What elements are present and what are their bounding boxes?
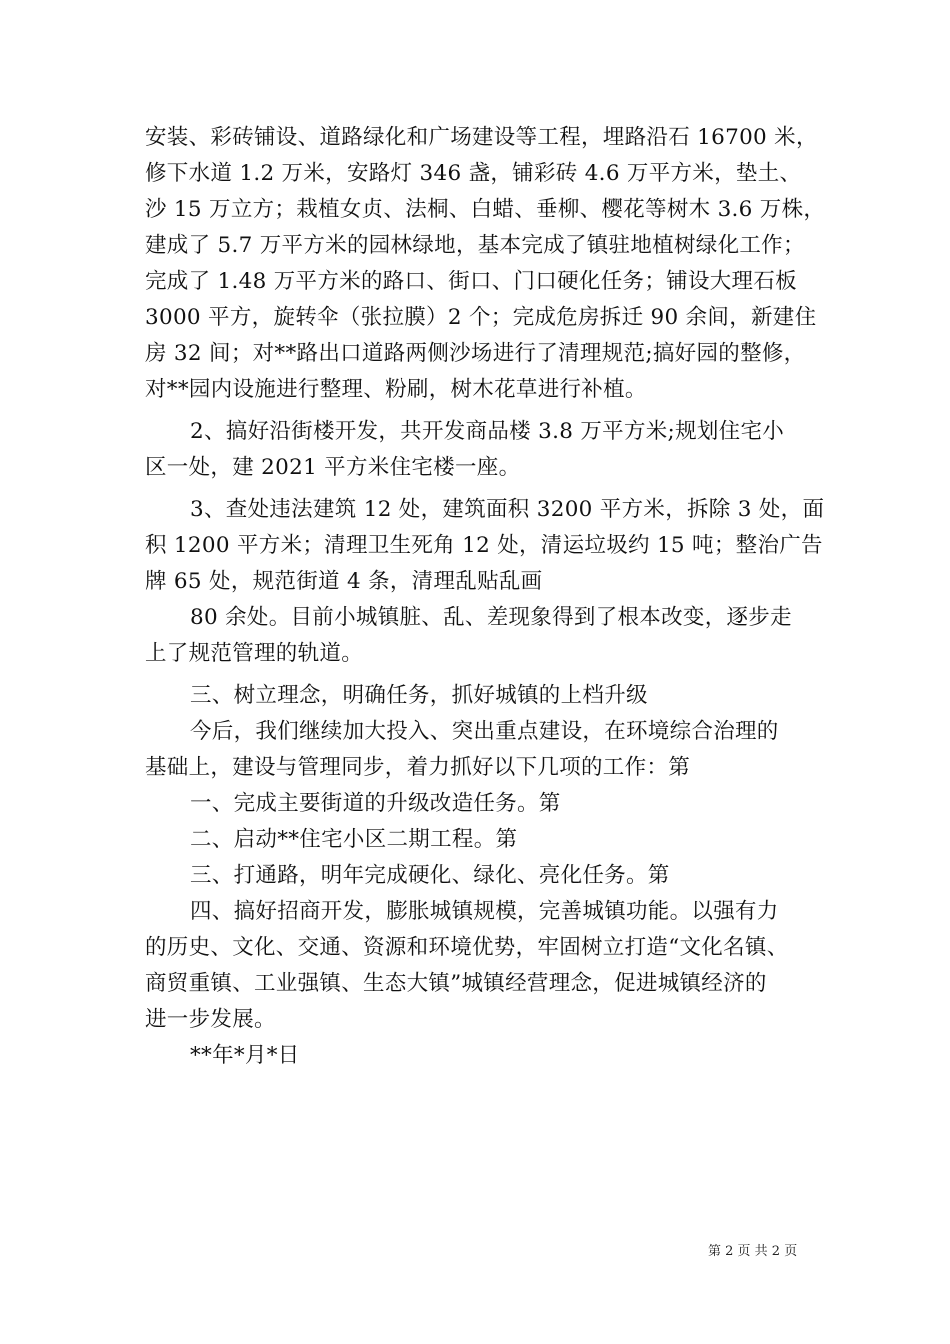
body-text-line: 80 余处。目前小城镇脏、乱、差现象得到了根本改变，逐步走 [190,605,792,630]
paragraph-2-start: 2、搞好沿街楼开发，共开发商品楼 3.8 万平方米;规划住宅小 [190,419,785,444]
section-heading: 三、树立理念，明确任务，抓好城镇的上档升级 [190,683,648,708]
list-item: 二、启动**住宅小区二期工程。第 [190,827,518,852]
date-line: **年*月*日 [190,1043,300,1068]
body-text-line: 完成了 1.48 万平方米的路口、街口、门口硬化任务；铺设大理石板 [145,269,797,294]
body-text-line: 牌 65 处，规范街道 4 条，清理乱贴乱画 [145,569,543,594]
body-text-line: 的历史、文化、交通、资源和环境优势，牢固树立打造“文化名镇、 [145,935,789,960]
body-text-line: 区一处，建 2021 平方米住宅楼一座。 [145,455,521,480]
body-text-line: 对**园内设施进行整理、粉刷，树木花草进行补植。 [145,377,647,402]
body-text-line: 3000 平方，旋转伞（张拉膜）2 个；完成危房拆迁 90 余间，新建住 [145,305,817,330]
list-item: 三、打通路，明年完成硬化、绿化、亮化任务。第 [190,863,670,888]
body-text-line: 安装、彩砖铺设、道路绿化和广场建设等工程，埋路沿石 16700 米， [145,125,818,150]
paragraph-3-start: 3、查处违法建筑 12 处，建筑面积 3200 平方米，拆除 3 处，面 [190,497,825,522]
list-item: 四、搞好招商开发，膨胀城镇规模，完善城镇功能。以强有力 [190,899,779,924]
body-text-line: 建成了 5.7 万平方米的园林绿地，基本完成了镇驻地植树绿化工作； [145,233,805,258]
page-number-footer: 第 2 页 共 2 页 [708,1244,798,1259]
body-text-line: 商贸重镇、工业强镇、生态大镇”城镇经营理念，促进城镇经济的 [145,971,767,996]
body-text-line: 房 32 间；对**路出口道路两侧沙场进行了清理规范;搞好园的整修， [145,341,806,366]
body-text-line: 积 1200 平方米；清理卫生死角 12 处，清运垃圾约 15 吨；整治广告 [145,533,823,558]
paragraph-start: 今后，我们继续加大投入、突出重点建设，在环境综合治理的 [190,719,779,744]
list-item: 一、完成主要街道的升级改造任务。第 [190,791,561,816]
body-text-line: 沙 15 万立方；栽植女贞、法桐、白蜡、垂柳、樱花等树木 3.6 万株， [145,197,826,222]
body-text-line: 进一步发展。 [145,1007,276,1032]
body-text-line: 上了规范管理的轨道。 [145,641,364,666]
body-text-line: 修下水道 1.2 万米，安路灯 346 盏，铺彩砖 4.6 万平方米，垫土、 [145,161,802,186]
body-text-line: 基础上，建设与管理同步，着力抓好以下几项的工作：第 [145,755,691,780]
